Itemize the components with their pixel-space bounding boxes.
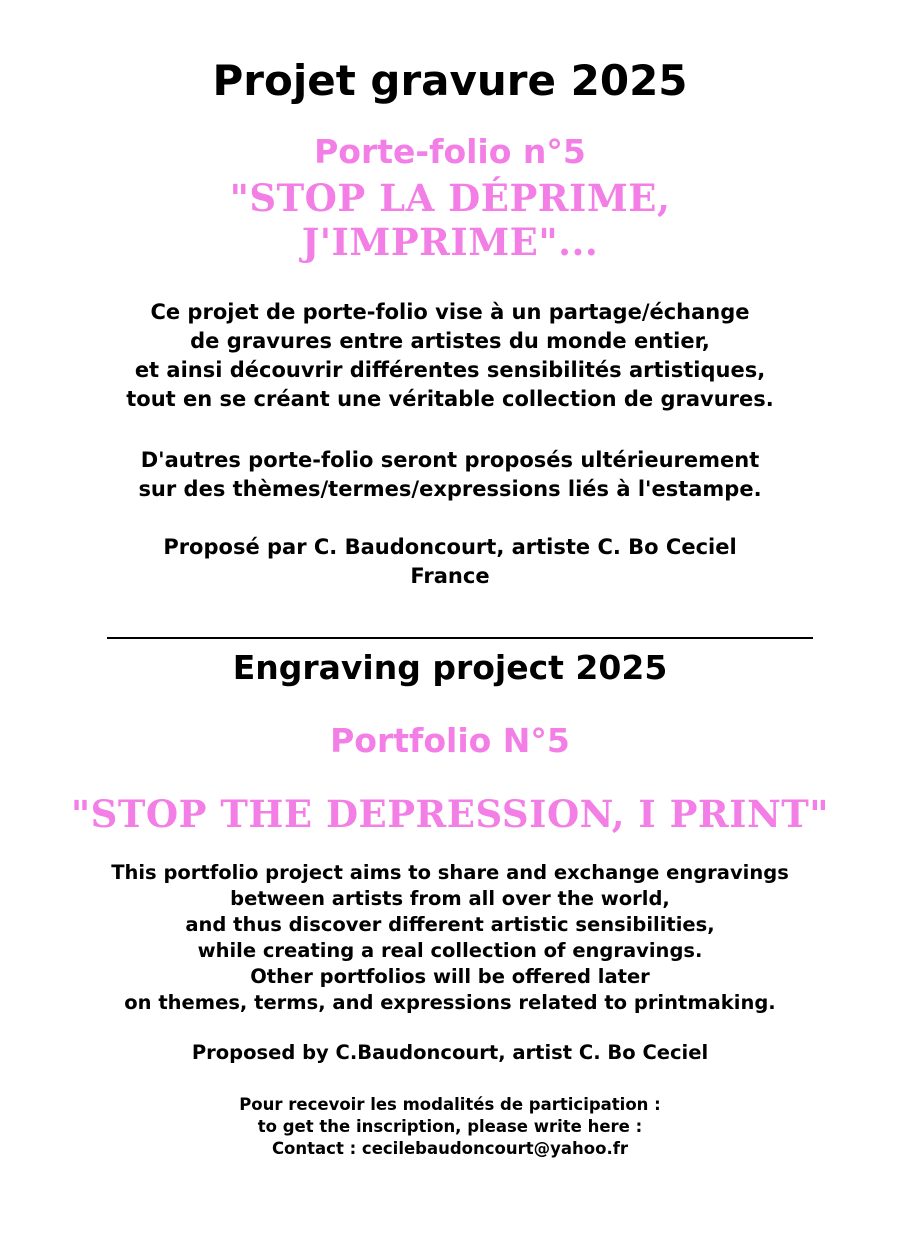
french-title: Projet gravure 2025 bbox=[212, 56, 688, 105]
text-line: Pour recevoir les modalités de participation : bbox=[239, 1095, 661, 1114]
text-line: France bbox=[410, 564, 490, 588]
section-divider bbox=[107, 637, 813, 639]
english-title: Engraving project 2025 bbox=[232, 648, 668, 687]
text-line: sur des thèmes/termes/expressions liés à l'estampe. bbox=[138, 477, 762, 501]
french-future-portfolios bbox=[0, 446, 900, 504]
contact-footer bbox=[0, 1094, 900, 1160]
english-portfolio-number: Portfolio N°5 bbox=[330, 721, 570, 760]
contact-email[interactable]: Contact : cecilebaudoncourt@yahoo.fr bbox=[271, 1139, 629, 1158]
english-slogan: "STOP THE DEPRESSION, I PRINT" bbox=[70, 792, 830, 836]
french-proposer bbox=[0, 533, 900, 591]
text-line: on themes, terms, and expressions related to printmaking. bbox=[124, 991, 776, 1014]
text-line: Ce projet de porte-folio vise à un partage/échange bbox=[150, 300, 750, 324]
text-line: to get the inscription, please write here : bbox=[257, 1117, 643, 1136]
english-description bbox=[0, 860, 900, 1016]
text-line: D'autres porte-folio seront proposés ultérieurement bbox=[140, 448, 760, 472]
french-slogan bbox=[0, 176, 900, 264]
french-description bbox=[0, 298, 900, 414]
text-line: while creating a real collection of engravings. bbox=[197, 939, 703, 962]
text-line: and thus discover different artistic sensibilities, bbox=[185, 913, 715, 936]
text-line: Other portfolios will be offered later bbox=[250, 965, 650, 988]
text-line: et ainsi découvrir différentes sensibilités artistiques, bbox=[134, 358, 766, 382]
text-line: tout en se créant une véritable collection de gravures. bbox=[126, 387, 774, 411]
text-line: between artists from all over the world, bbox=[230, 887, 670, 910]
text-line: de gravures entre artistes du monde entier, bbox=[190, 329, 710, 353]
french-slogan-line: "STOP LA DÉPRIME, bbox=[229, 176, 671, 220]
french-slogan-line: J'IMPRIME"... bbox=[301, 220, 599, 264]
english-proposer: Proposed by C.Baudoncourt, artist C. Bo Ceciel bbox=[191, 1041, 709, 1064]
french-portfolio-number: Porte-folio n°5 bbox=[314, 132, 586, 171]
text-line: This portfolio project aims to share and exchange engravings bbox=[111, 861, 789, 884]
text-line: Proposé par C. Baudoncourt, artiste C. Bo Ceciel bbox=[163, 535, 737, 559]
